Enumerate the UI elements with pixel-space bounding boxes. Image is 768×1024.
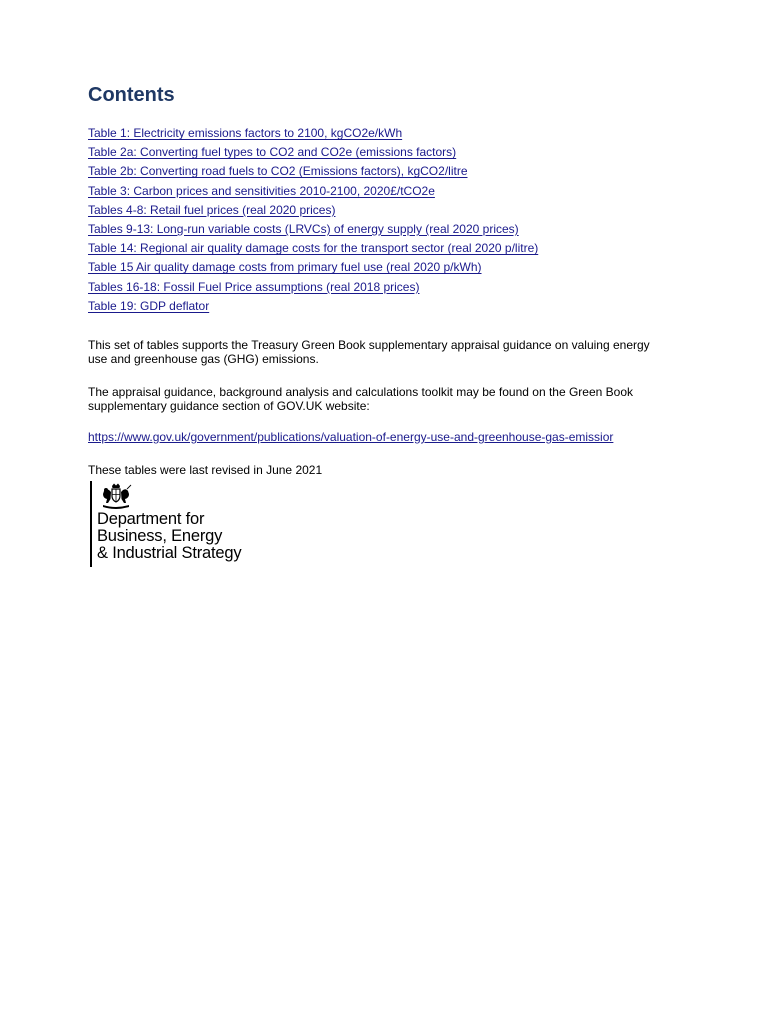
contents-item — [88, 222, 538, 241]
contents-item — [88, 164, 538, 183]
logo-wordmark — [97, 511, 241, 562]
toc-link-table-2b[interactable]: Table 2b: Converting road fuels to CO2 (Emissions factors), kgCO2/litre — [88, 164, 468, 179]
guidance-url-link[interactable]: https://www.gov.uk/government/publications/valuation-of-energy-use-and-greenhouse-gas-emissior — [88, 430, 614, 444]
toc-link-tables-9-13[interactable]: Tables 9-13: Long-run variable costs (LRVCs) of energy supply (real 2020 prices) — [88, 221, 519, 236]
contents-item — [88, 260, 538, 279]
contents-item — [88, 280, 538, 299]
logo-line-3: & Industrial Strategy — [97, 544, 242, 562]
logo-line-2: Business, Energy — [97, 527, 223, 545]
toc-link-table-19[interactable]: Table 19: GDP deflator — [88, 298, 210, 313]
contents-item — [88, 203, 538, 222]
toc-link-table-15[interactable]: Table 15 Air quality damage costs from primary fuel use (real 2020 p/kWh) — [88, 260, 482, 275]
revision-note: These tables were last revised in June 2021 — [88, 463, 323, 477]
royal-coat-of-arms-icon — [98, 483, 134, 511]
page-title: Contents — [88, 84, 175, 106]
toolkit-paragraph: The appraisal guidance, background analysis and calculations toolkit may be found on the Green Book supplementary guidance section of GOV.UK website: — [88, 385, 634, 413]
toc-link-table-2a[interactable]: Table 2a: Converting fuel types to CO2 and CO2e (emissions factors) — [88, 145, 457, 160]
toc-link-tables-16-18[interactable]: Tables 16-18: Fossil Fuel Price assumptions (real 2018 prices) — [88, 279, 420, 294]
toc-link-table-1[interactable]: Table 1: Electricity emissions factors to 2100, kgCO2e/kWh — [88, 126, 403, 140]
contents-item — [88, 184, 538, 203]
contents-list — [88, 126, 538, 318]
contents-item — [88, 126, 538, 145]
toc-link-tables-4-8[interactable]: Tables 4-8: Retail fuel prices (real 2020 prices) — [88, 202, 336, 217]
intro-paragraph: This set of tables supports the Treasury Green Book supplementary appraisal guidance on valuing energy use and greenhouse gas (GHG) emissions. — [88, 338, 650, 366]
department-logo — [90, 481, 280, 571]
toc-link-table-14[interactable]: Table 14: Regional air quality damage costs for the transport sector (real 2020 p/litre) — [88, 241, 539, 256]
logo-divider — [90, 481, 92, 567]
contents-item — [88, 145, 538, 164]
contents-item — [88, 299, 538, 318]
logo-line-1: Department for — [97, 510, 205, 528]
toc-link-table-3[interactable]: Table 3: Carbon prices and sensitivities 2010-2100, 2020£/tCO2e — [88, 183, 435, 198]
contents-item — [88, 241, 538, 260]
